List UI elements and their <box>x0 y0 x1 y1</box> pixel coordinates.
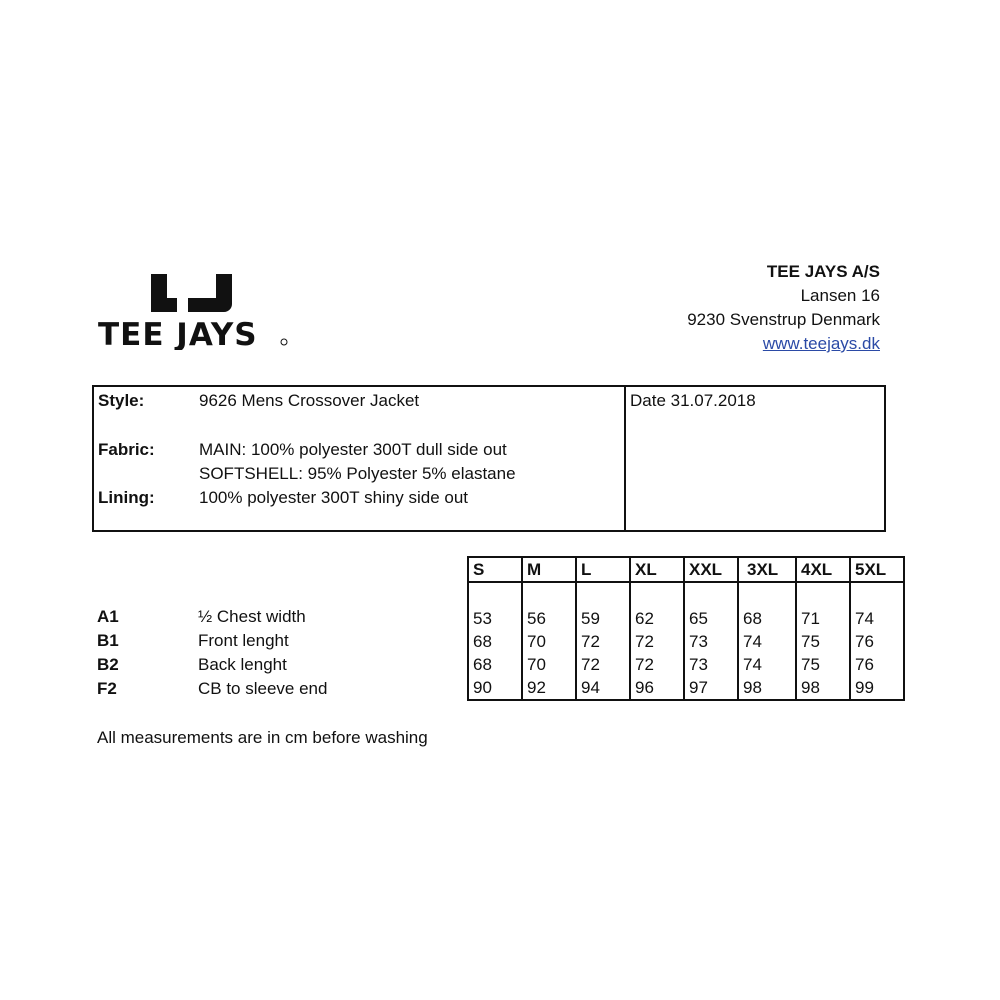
company-street: Lansen 16 <box>800 286 880 305</box>
table-cell: 74 <box>850 607 904 630</box>
lining-value: 100% polyester 300T shiny side out <box>199 488 469 507</box>
measurement-footnote: All measurements are in cm before washing <box>97 728 428 747</box>
table-cell: 70 <box>522 653 576 676</box>
size-header: 4XL <box>796 557 850 582</box>
company-address-block <box>687 260 880 356</box>
measurement-code: F2 <box>97 679 117 698</box>
table-cell: 71 <box>796 607 850 630</box>
fabric-label: Fabric: <box>98 440 155 459</box>
table-cell: 76 <box>850 653 904 676</box>
size-header: XL <box>630 557 684 582</box>
measurement-code: B2 <box>97 655 119 674</box>
table-spacer-row <box>468 582 904 607</box>
size-header: M <box>522 557 576 582</box>
table-cell: 75 <box>796 630 850 653</box>
fabric-softshell-value: SOFTSHELL: 95% Polyester 5% elastane <box>199 464 516 483</box>
table-cell: 62 <box>630 607 684 630</box>
size-header: L <box>576 557 630 582</box>
table-cell: 65 <box>684 607 738 630</box>
tee-jays-logo <box>96 270 296 350</box>
table-cell: 92 <box>522 676 576 700</box>
table-row <box>468 676 904 700</box>
size-header: 5XL <box>850 557 904 582</box>
table-cell: 96 <box>630 676 684 700</box>
table-cell: 72 <box>576 630 630 653</box>
table-cell: 97 <box>684 676 738 700</box>
table-cell: 59 <box>576 607 630 630</box>
table-cell: 68 <box>468 630 522 653</box>
measurement-desc: CB to sleeve end <box>198 679 328 698</box>
table-cell: 72 <box>630 630 684 653</box>
company-name: TEE JAYS A/S <box>766 262 880 281</box>
table-cell: 75 <box>796 653 850 676</box>
table-cell: 70 <box>522 630 576 653</box>
table-cell: 98 <box>796 676 850 700</box>
svg-text:TEE JAYS: TEE JAYS <box>98 317 258 350</box>
measurement-code: B1 <box>97 631 119 650</box>
size-header-row <box>468 557 904 582</box>
table-cell: 68 <box>738 607 796 630</box>
info-box-divider <box>624 387 626 530</box>
table-cell: 68 <box>468 653 522 676</box>
lining-label: Lining: <box>98 488 155 507</box>
table-cell: 74 <box>738 653 796 676</box>
company-city: 9230 Svenstrup Denmark <box>687 310 880 329</box>
table-cell: 94 <box>576 676 630 700</box>
measurement-desc: ½ Chest width <box>198 607 306 626</box>
table-cell: 73 <box>684 630 738 653</box>
measurement-code: A1 <box>97 607 119 626</box>
table-cell: 99 <box>850 676 904 700</box>
size-header: XXL <box>684 557 738 582</box>
measurement-desc: Front lenght <box>198 631 289 650</box>
table-cell: 90 <box>468 676 522 700</box>
style-label: Style: <box>98 391 145 410</box>
table-row <box>468 607 904 630</box>
table-cell: 72 <box>630 653 684 676</box>
table-cell: 98 <box>738 676 796 700</box>
document-date: Date 31.07.2018 <box>630 391 756 410</box>
table-cell: 72 <box>576 653 630 676</box>
table-cell: 56 <box>522 607 576 630</box>
fabric-main-value: MAIN: 100% polyester 300T dull side out <box>199 440 507 459</box>
product-info-box <box>92 385 886 532</box>
company-website-link[interactable]: www.teejays.dk <box>762 334 880 353</box>
table-cell: 76 <box>850 630 904 653</box>
size-chart-table <box>467 556 905 701</box>
table-row <box>468 653 904 676</box>
table-cell: 73 <box>684 653 738 676</box>
size-header: 3XL <box>738 557 796 582</box>
table-cell: 74 <box>738 630 796 653</box>
table-row <box>468 630 904 653</box>
measurement-desc: Back lenght <box>198 655 287 674</box>
size-header: S <box>468 557 522 582</box>
style-value: 9626 Mens Crossover Jacket <box>199 391 420 410</box>
table-cell: 53 <box>468 607 522 630</box>
